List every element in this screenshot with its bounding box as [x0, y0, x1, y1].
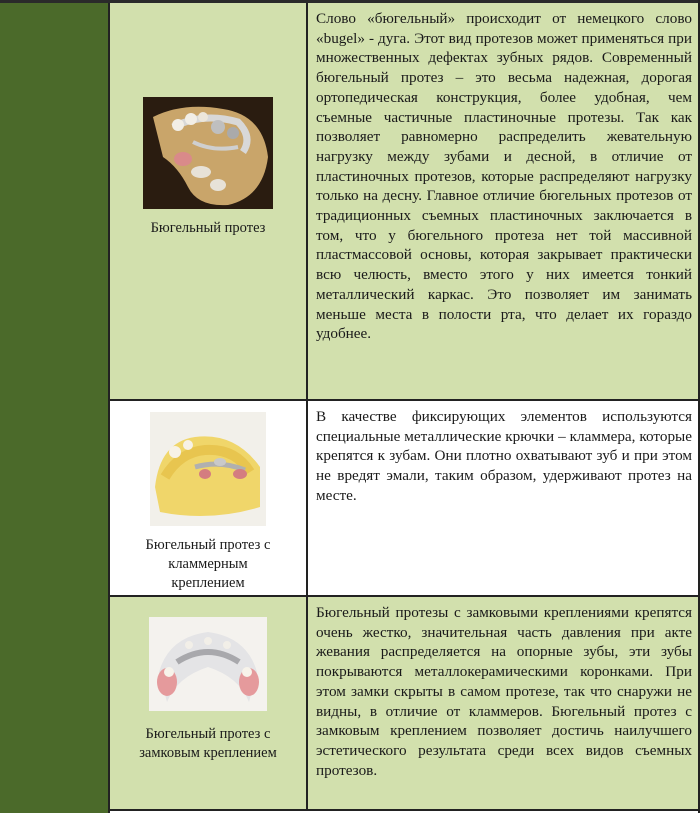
table-row	[110, 597, 698, 811]
caption-line: кламмерным	[168, 555, 248, 572]
table-row	[110, 401, 698, 597]
caption-line: Бюгельный протез с	[145, 726, 271, 742]
image-cell	[110, 401, 308, 595]
image-caption	[133, 725, 283, 763]
caption-line: Бюгельный протез с	[145, 536, 271, 553]
lock-prosthesis-photo	[149, 617, 267, 711]
image-cell	[110, 597, 308, 809]
caption-line: креплением	[171, 574, 245, 591]
table-row	[110, 3, 698, 401]
clasp-prosthesis-photo	[150, 412, 266, 526]
prosthesis-photo	[143, 97, 273, 209]
caption-line: замковым креплением	[139, 745, 277, 761]
left-sidebar-strip	[0, 0, 110, 813]
description-text: Бюгельный протезы с замковыми креплениями крепятся очень жестко, значительная часть давления при акте жевания распределяется на опорные зубы, эти зубы покрываются металлокерамическими коронками. При этом замки скрыты в самом протезе, так что снаружи не видны, в отличие от кламмеров. Бюгельный протез с замковым креплением позволяет достичь наилучшего эстетического результата среди всех видов съемных протезов.	[316, 604, 692, 779]
image-caption: Бюгельный протез	[150, 219, 266, 236]
description-text: В качестве фиксирующих элементов используются специальные металлические крючки – кламмера, которые крепятся к зубам. Они плотно охватывают зуб и при этом не вредят эмали, таким образом, удерживают протез на месте.	[316, 408, 692, 504]
image-cell	[110, 3, 308, 399]
description-text: Слово «бюгельный» происходит от немецкого слово «bugel» - дуга. Этот вид протезов может применяться при множественных дефектах зубных рядов. Современный бюгельный протез – это весьма надежная, дорогая ортопедическая конструкция, более удобная, чем съемные частичные пластиночные протезы. Так как позволяет равномерно распределить жевательную нагрузку между зубами и десной, в отличие от пластиночных протезов, которые распределяют нагрузку только на десну. Главное отличие бюгельных протезов от традиционных съемных пластиночных заключается в том, что у бюгельного протеза нет той массивной пластмассовой основы, которая закрывает практически всю челюсть, вместо этого у них имеется тонкий металлический каркас. Это позволяет им занимать меньше места в полости рта, что делает их гораздо удобнее.	[316, 10, 692, 343]
image-caption	[140, 536, 277, 593]
